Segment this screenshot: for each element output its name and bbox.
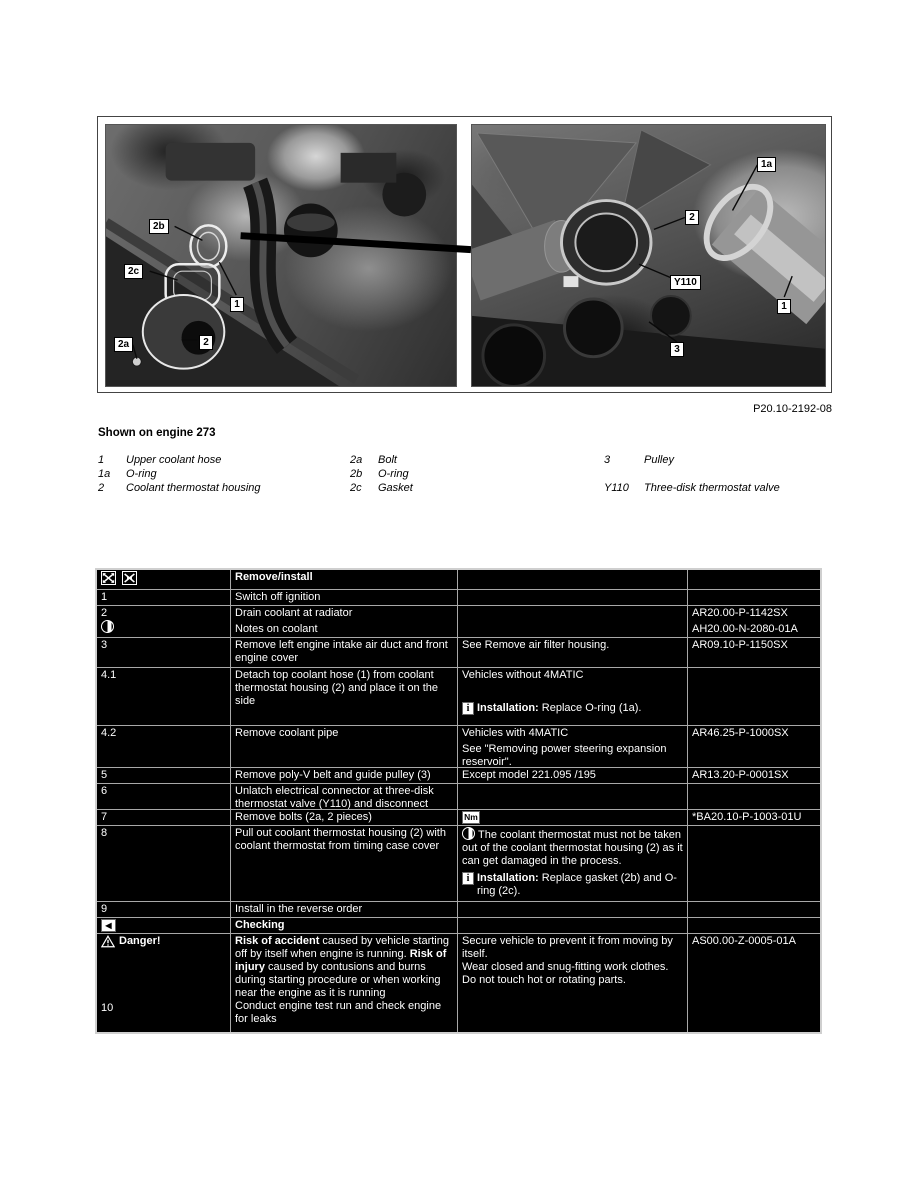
- legend-item: [350, 454, 590, 468]
- step-task: Detach top coolant hose (1) from coolant thermostat housing (2) and place it on the side: [231, 668, 458, 726]
- step-note: Vehicles with 4MATIC: [462, 727, 569, 739]
- danger-label: Danger!: [119, 935, 161, 947]
- table-section-checking: [97, 918, 820, 934]
- doc-code: AR13.20-P-0001SX: [688, 768, 820, 784]
- table-row-9: [97, 902, 820, 918]
- install-icon: [122, 571, 137, 585]
- risk-plain: caused by vehicle starting off by itself when engine is running.: [235, 935, 449, 960]
- step-number: 4.1: [97, 668, 231, 726]
- caution-note: [462, 827, 683, 868]
- doc-code-cell: [688, 606, 820, 638]
- torque-nm-icon: Nm: [462, 811, 480, 824]
- installation-label: Installation:: [477, 702, 539, 714]
- step-number: 2: [101, 607, 108, 619]
- risk-bold: Risk of accident: [235, 935, 320, 947]
- step-note: See "Removing power steering expansion reservoir".: [462, 743, 667, 768]
- risk-plain: caused by contusions and burns during starting procedure or when working near the engine as it is running: [235, 961, 441, 999]
- step-note-cell: [458, 668, 688, 726]
- legend-text: O-ring: [126, 468, 157, 480]
- table-row-7: [97, 810, 820, 826]
- table-row-8: [97, 826, 820, 902]
- legend-num: 2a: [350, 454, 363, 466]
- legend-text: Gasket: [378, 482, 413, 494]
- legend-num: 2c: [350, 482, 362, 494]
- legend-item: [604, 482, 834, 496]
- step-note: Vehicles without 4MATIC: [462, 669, 584, 681]
- info-icon: i: [462, 702, 474, 715]
- legend-text: Upper coolant hose: [126, 454, 222, 466]
- risk-cell: [231, 934, 458, 1032]
- table-row-2: [97, 606, 820, 638]
- caution-text: The coolant thermostat must not be taken out of the coolant thermostat housing (2) as it can get damaged in the process.: [462, 829, 683, 867]
- step-note-cell: [458, 826, 688, 902]
- step-number: 8: [97, 826, 231, 902]
- installation-label: Installation:: [477, 872, 539, 884]
- safety-cell: [458, 934, 688, 1032]
- step-number: 3: [97, 638, 231, 668]
- step-task: Unlatch electrical connector at three-disk thermostat valve (Y110) and disconnect: [231, 784, 458, 810]
- legend-column-1: [98, 454, 348, 496]
- step-task-cell: [231, 606, 458, 638]
- callout-y110: Y110: [670, 275, 701, 290]
- step-note: Except model 221.095 /195: [458, 768, 688, 784]
- legend-text: O-ring: [378, 468, 409, 480]
- figure-panel: [97, 116, 832, 393]
- legend-text: Pulley: [644, 454, 674, 466]
- table-row-danger-and-10: [97, 934, 820, 1032]
- step-task: Remove poly-V belt and guide pulley (3): [231, 768, 458, 784]
- checking-icon-cell: [97, 918, 231, 934]
- engine-photo-right: [471, 124, 826, 387]
- table-row-3: [97, 638, 820, 668]
- procedure-table: [95, 568, 822, 1034]
- doc-code: AR20.00-P-1142SX: [692, 607, 788, 619]
- note-icon: [101, 620, 114, 633]
- header-empty-code: [688, 570, 820, 590]
- header-icons-cell: [97, 570, 231, 590]
- figure-caption: Shown on engine 273: [98, 427, 216, 439]
- torque-cell: [458, 810, 688, 826]
- step-task: Remove bolts (2a, 2 pieces): [231, 810, 458, 826]
- legend-text: Bolt: [378, 454, 397, 466]
- legend-item: [350, 482, 590, 496]
- legend-num: 3: [604, 454, 611, 466]
- legend-item: [604, 454, 834, 468]
- step-task: Remove left engine intake air duct and front engine cover: [231, 638, 458, 668]
- step-task: Pull out coolant thermostat housing (2) with coolant thermostat from timing case cover: [231, 826, 458, 902]
- step-task: Switch off ignition: [231, 590, 458, 606]
- step-number: 6: [97, 784, 231, 810]
- doc-code: AS00.00-Z-0005-01A: [692, 935, 796, 947]
- table-row-4-1: [97, 668, 820, 726]
- legend-item: [98, 468, 348, 482]
- legend-text: Three-disk thermostat valve: [644, 482, 780, 494]
- legend-num: Y110: [604, 482, 629, 494]
- header-title: Remove/install: [231, 570, 458, 590]
- table-row-6: [97, 784, 820, 810]
- step-number: 10: [101, 1002, 114, 1014]
- installation-text: Replace gasket (2b) and O-ring (2c).: [477, 872, 677, 897]
- safety-line: Wear closed and snug-fitting work clothes.: [462, 961, 669, 973]
- step-number: 5: [97, 768, 231, 784]
- legend-item: [350, 468, 590, 482]
- doc-code: AH20.00-N-2080-01A: [692, 623, 798, 635]
- step-number: 7: [97, 810, 231, 826]
- callout-1: 1: [230, 297, 244, 312]
- step-task: Remove coolant pipe: [231, 726, 458, 768]
- remove-icon: [101, 571, 116, 585]
- checking-icon: ◀: [101, 919, 116, 932]
- table-row-1: [97, 590, 820, 606]
- step-note-cell: [458, 726, 688, 768]
- figure-code: P20.10-2192-08: [753, 403, 832, 415]
- section-title: Checking: [231, 918, 458, 934]
- safety-line: Do not touch hot or rotating parts.: [462, 974, 626, 986]
- info-icon: i: [462, 872, 474, 885]
- step-task: Notes on coolant: [235, 623, 318, 635]
- callout-3: 3: [670, 342, 684, 357]
- callout-2c: 2c: [124, 264, 143, 279]
- safety-line: Secure vehicle to prevent it from moving by itself.: [462, 935, 673, 960]
- engine-photo-left: [105, 124, 457, 387]
- doc-code: AR46.25-P-1000SX: [688, 726, 820, 768]
- legend-num: 1a: [98, 468, 111, 480]
- step-task: Install in the reverse order: [231, 902, 458, 918]
- risk-bold: Risk of injury: [235, 948, 447, 973]
- step-number-cell: [97, 606, 231, 638]
- engine-photo-left-overlay: [106, 125, 456, 387]
- callout-2-detail: 2: [685, 210, 699, 225]
- note-icon: [462, 827, 475, 840]
- legend-item: [98, 454, 348, 468]
- legend-column-2: [350, 454, 590, 496]
- callout-2: 2: [199, 335, 213, 350]
- table-row-4-2: [97, 726, 820, 768]
- legend-item: [98, 482, 348, 496]
- installation-note: [462, 872, 683, 898]
- callout-1a: 1a: [757, 157, 776, 172]
- legend-text: Coolant thermostat housing: [126, 482, 261, 494]
- warning-triangle-icon: [101, 935, 115, 948]
- table-header-row: [97, 570, 820, 590]
- step-task: Conduct engine test run and check engine for leaks: [235, 1000, 442, 1025]
- header-empty-note: [458, 570, 688, 590]
- table-row-5: [97, 768, 820, 784]
- legend-num: 2b: [350, 468, 363, 480]
- risk-text: [235, 935, 453, 1000]
- doc-code: AR09.10-P-1150SX: [688, 638, 820, 668]
- callout-1-detail: 1: [777, 299, 791, 314]
- step-number: 1: [97, 590, 231, 606]
- callout-2a: 2a: [114, 337, 133, 352]
- doc-code: *BA20.10-P-1003-01U: [688, 810, 820, 826]
- danger-cell: [97, 934, 231, 1032]
- installation-text: Replace O-ring (1a).: [541, 702, 642, 714]
- step-task: Drain coolant at radiator: [235, 607, 353, 619]
- legend-item-spacer: [604, 468, 834, 482]
- step-number: 9: [97, 902, 231, 918]
- legend-num: 1: [98, 454, 105, 466]
- installation-note: [462, 702, 683, 715]
- legend-num: 2: [98, 482, 105, 494]
- callout-2b: 2b: [149, 219, 169, 234]
- step-note: See Remove air filter housing.: [458, 638, 688, 668]
- danger-header: [101, 935, 226, 948]
- step-number: 4.2: [97, 726, 231, 768]
- legend-column-3: [604, 454, 834, 496]
